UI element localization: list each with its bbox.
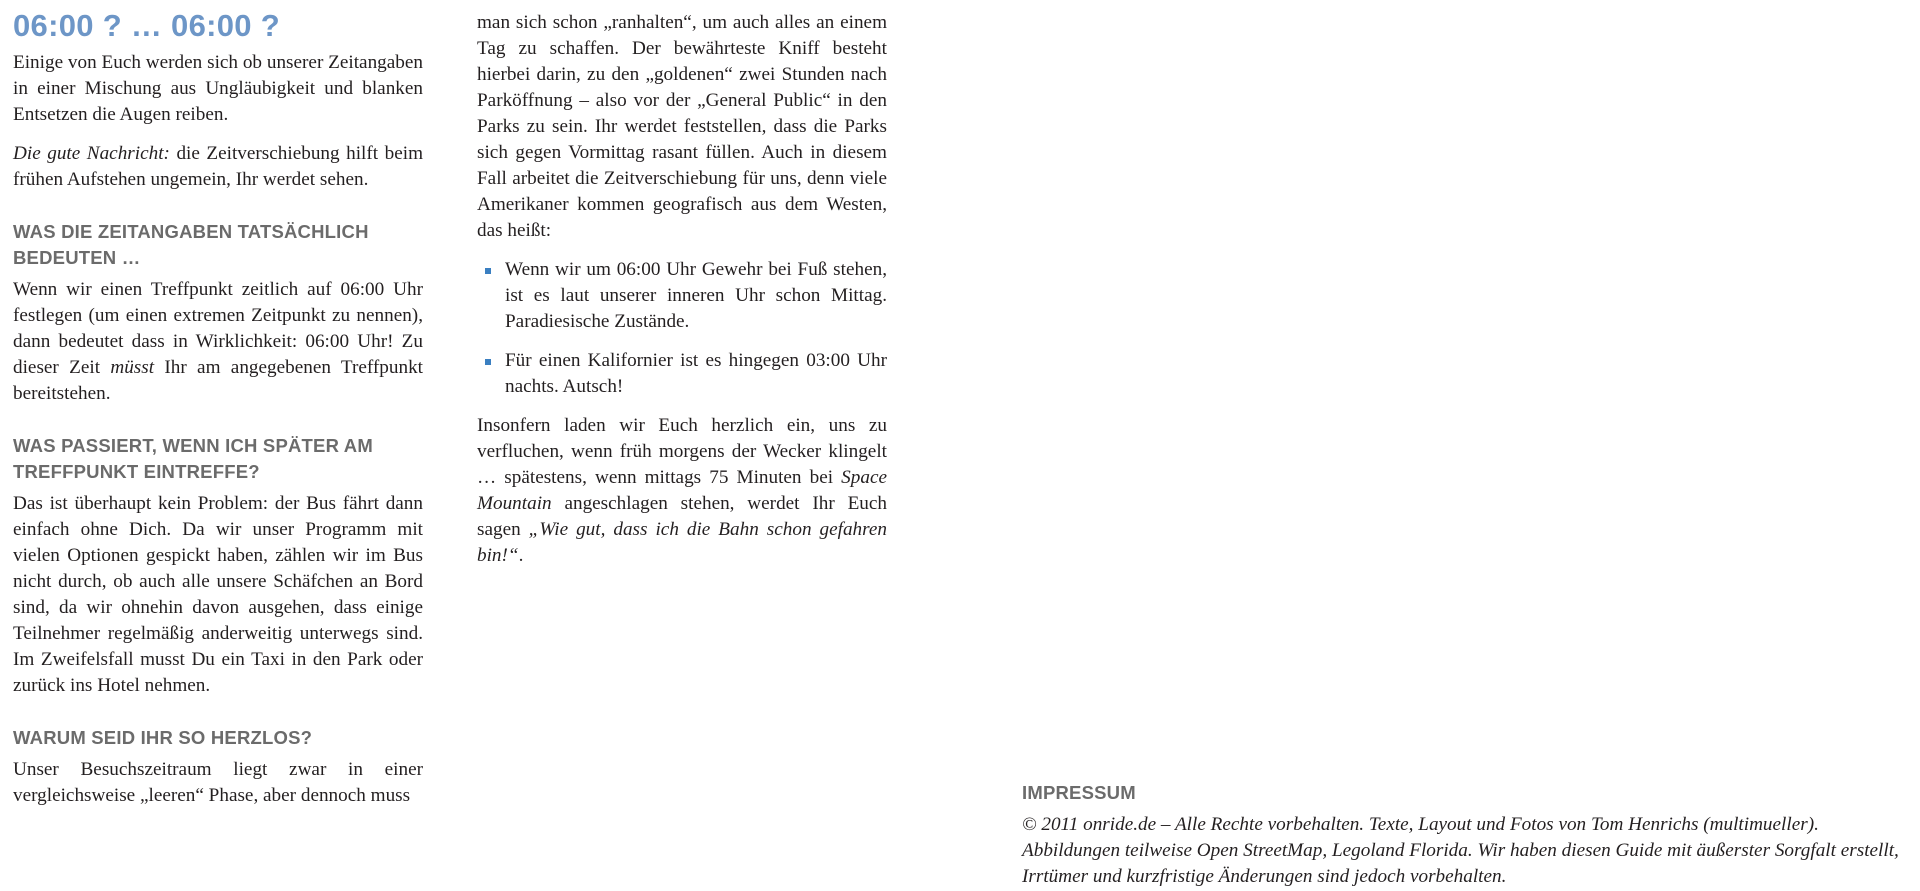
section-late-arrival [13, 433, 423, 699]
list-item-text: Für einen Kalifornier ist es hingegen 03:00 Uhr nachts. Autsch! [505, 350, 887, 397]
section-text: Wenn wir einen Treffpunkt zeitlich auf 06:00 Uhr festlegen (um einen extremen Zeitpunkt zu nennen), dann bedeutet dass in Wirklichkeit: 06:00 Uhr! Zu dieser Zeit [13, 279, 423, 378]
middle-column [477, 10, 887, 569]
closing-text: . [518, 545, 524, 566]
imprint-block [1022, 780, 1902, 890]
section-text: Ihr am angegebenen Treffpunkt bereitstehen. [13, 357, 424, 404]
good-news-text: die Zeitverschiebung hilft beim frühen Aufstehen ungemein, Ihr werdet sehen. [13, 143, 423, 190]
section-heartless [13, 725, 423, 809]
good-news-paragraph [13, 141, 423, 193]
closing-quote: „Wie gut, dass ich die Bahn schon gefahren bin!“ [477, 519, 888, 566]
list-item [477, 257, 887, 335]
closing-text: Insonfern laden wir Euch herzlich ein, uns zu verfluchen, wenn früh morgens der Wecker klingelt … spätestens, wenn mittags 75 Minuten bei [477, 415, 887, 488]
bullet-list [477, 257, 887, 400]
intro-paragraph: Einige von Euch werden sich ob unserer Zeitangaben in einer Mischung aus Ungläubigkeit und blanken Entsetzen die Augen reiben. [13, 52, 423, 125]
square-bullet-icon [485, 359, 491, 365]
page-title: 06:00 ? … 06:00 ? [13, 8, 280, 43]
section-heading: WAS DIE ZEITANGABEN TATSÄCHLICH BEDEUTEN … [13, 221, 369, 268]
square-bullet-icon [485, 268, 491, 274]
closing-paragraph [477, 413, 887, 569]
list-item [477, 348, 887, 400]
section-heading: WARUM SEID IHR SO HERZLOS? [13, 727, 313, 748]
closing-emphasis: Space Mountain [477, 467, 887, 514]
left-column [13, 8, 423, 809]
imprint-heading: IMPRESSUM [1022, 782, 1136, 803]
list-item-text: Wenn wir um 06:00 Uhr Gewehr bei Fuß stehen, ist es laut unserer inneren Uhr schon Mittag. Paradiesische Zustände. [505, 259, 887, 332]
section-paragraph: Unser Besuchszeitraum liegt zwar in einer vergleichsweise „leeren“ Phase, aber dennoch muss [13, 759, 423, 806]
section-paragraph: Das ist überhaupt kein Problem: der Bus fährt dann einfach ohne Dich. Da wir unser Programm mit vielen Optionen gespickt haben, zählen wir im Bus nicht durch, ob auch alle unsere Schäfchen an Bord sind, da wir ohnehin davon ausgehen, dass einige Teilnehmer regelmäßig anderweitig unterwegs sind. Im Zweifelsfall musst Du ein Taxi in den Park oder zurück ins Hotel nehmen. [13, 493, 423, 696]
good-news-label: Die gute Nachricht: [13, 143, 170, 164]
section-paragraph [13, 277, 423, 407]
closing-text: angeschlagen stehen, werdet Ihr Euch sagen [477, 493, 887, 540]
continued-paragraph: man sich schon „ranhalten“, um auch alles an einem Tag zu schaffen. Der bewährteste Kniff besteht hierbei darin, zu den „goldenen“ zwei Stunden nach Parköffnung – also vor der „General Public“ in den Parks zu sein. Ihr werdet feststellen, dass die Parks sich gegen Vormittag rasant füllen. Auch in diesem Fall arbeitet die Zeitverschiebung für uns, denn viele Amerikaner kommen geografisch aus dem Westen, das heißt: [477, 12, 887, 241]
imprint-text: © 2011 onride.de – Alle Rechte vorbehalten. Texte, Layout und Fotos von Tom Henrichs (multimueller). Abbildungen teilweise Open StreetMap, Legoland Florida. Wir haben diesen Guide mit äußerster Sorgfalt erstellt, Irrtümer und kurzfristige Änderungen sind jedoch vorbehalten. [1022, 814, 1899, 887]
section-heading: WAS PASSIERT, WENN ICH SPÄTER AM TREFFPUNKT EINTREFFE? [13, 435, 373, 482]
section-time-meaning [13, 219, 423, 407]
section-emphasis: müsst [110, 357, 155, 378]
